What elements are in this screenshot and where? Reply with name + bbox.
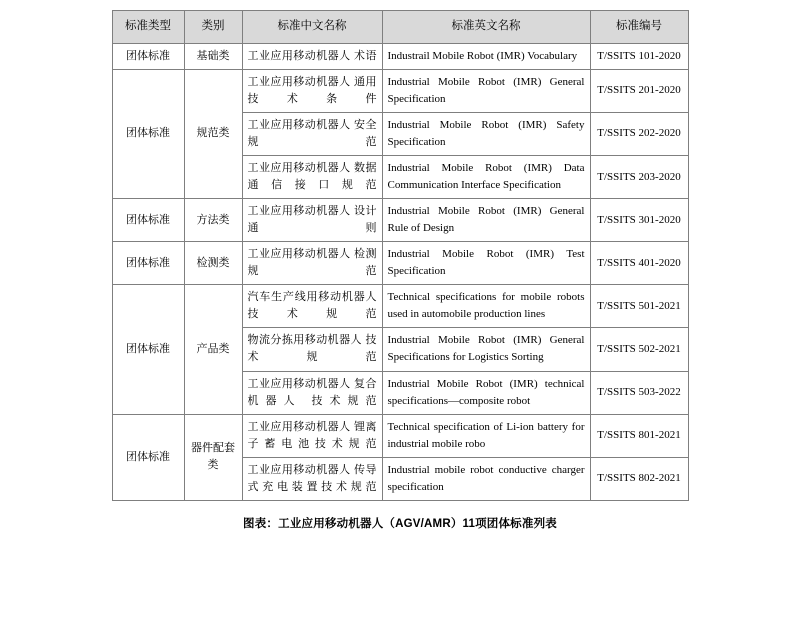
- cell-category: 检测类: [184, 242, 242, 285]
- table-row: [112, 242, 688, 285]
- table-row: [112, 199, 688, 242]
- table-row: [112, 414, 688, 457]
- cell-standard-type: 团体标准: [112, 285, 184, 414]
- cell-category: 规范类: [184, 69, 242, 198]
- cell-english-name: Technical specification of Li-ion battery for industrial mobile robo: [382, 414, 590, 457]
- cell-chinese-name: 工业应用移动机器人 传导式充电装置技术规范: [242, 457, 382, 500]
- cell-category: 器件配套类: [184, 414, 242, 500]
- cell-standard-code: T/SSITS 201-2020: [590, 69, 688, 112]
- cell-standard-code: T/SSITS 503-2022: [590, 371, 688, 414]
- cell-category: 方法类: [184, 199, 242, 242]
- cell-english-name: Industrial Mobile Robot (IMR) General Specification: [382, 69, 590, 112]
- cell-chinese-name: 工业应用移动机器人 安全规范: [242, 112, 382, 155]
- cell-chinese-name: 工业应用移动机器人 数据通信接口规范: [242, 156, 382, 199]
- cell-english-name: Industrial Mobile Robot (IMR) technical specifications—composite robot: [382, 371, 590, 414]
- cell-standard-type: 团体标准: [112, 199, 184, 242]
- cell-english-name: Industrial mobile robot conductive charger specification: [382, 457, 590, 500]
- cell-chinese-name: 工业应用移动机器人 检测规范: [242, 242, 382, 285]
- column-header-type: 标准类型: [112, 11, 184, 44]
- column-header-category: 类别: [184, 11, 242, 44]
- cell-standard-type: 团体标准: [112, 43, 184, 69]
- cell-english-name: Industrial Mobile Robot (IMR) Test Specification: [382, 242, 590, 285]
- cell-chinese-name: 物流分拣用移动机器人 技术规范: [242, 328, 382, 371]
- cell-standard-code: T/SSITS 801-2021: [590, 414, 688, 457]
- cell-standard-type: 团体标准: [112, 242, 184, 285]
- column-header-chinese-name: 标准中文名称: [242, 11, 382, 44]
- table-header: [112, 11, 688, 44]
- cell-english-name: Industrial Mobile Robot (IMR) Safety Specification: [382, 112, 590, 155]
- cell-english-name: Industrial Mobile Robot (IMR) Data Communication Interface Specification: [382, 156, 590, 199]
- table-header-row: [112, 11, 688, 44]
- cell-category: 产品类: [184, 285, 242, 414]
- cell-english-name: Industrial Mobile Robot (IMR) General Specifications for Logistics Sorting: [382, 328, 590, 371]
- cell-chinese-name: 工业应用移动机器人 锂离子蓄电池技术规范: [242, 414, 382, 457]
- cell-chinese-name: 工业应用移动机器人 术语: [242, 43, 382, 69]
- table-row: [112, 43, 688, 69]
- column-header-english-name: 标准英文名称: [382, 11, 590, 44]
- cell-english-name: Industrail Mobile Robot (IMR) Vocabulary: [382, 43, 590, 69]
- cell-standard-code: T/SSITS 202-2020: [590, 112, 688, 155]
- cell-standard-type: 团体标准: [112, 414, 184, 500]
- cell-standard-type: 团体标准: [112, 69, 184, 198]
- cell-standard-code: T/SSITS 501-2021: [590, 285, 688, 328]
- figure-caption: 图表：工业应用移动机器人（AGV/AMR）11项团体标准列表: [243, 517, 557, 530]
- table-row: [112, 69, 688, 112]
- standards-table: [112, 10, 689, 501]
- cell-standard-code: T/SSITS 301-2020: [590, 199, 688, 242]
- table-body: [112, 43, 688, 500]
- cell-standard-code: T/SSITS 203-2020: [590, 156, 688, 199]
- table-row: [112, 285, 688, 328]
- cell-chinese-name: 工业应用移动机器人 设计通则: [242, 199, 382, 242]
- cell-chinese-name: 工业应用移动机器人 通用技术条件: [242, 69, 382, 112]
- cell-category: 基础类: [184, 43, 242, 69]
- cell-standard-code: T/SSITS 401-2020: [590, 242, 688, 285]
- cell-chinese-name: 汽车生产线用移动机器人技术规范: [242, 285, 382, 328]
- cell-standard-code: T/SSITS 101-2020: [590, 43, 688, 69]
- column-header-code: 标准编号: [590, 11, 688, 44]
- cell-standard-code: T/SSITS 502-2021: [590, 328, 688, 371]
- cell-chinese-name: 工业应用移动机器人 复合机器人 技术规范: [242, 371, 382, 414]
- cell-english-name: Technical specifications for mobile robots used in automobile production lines: [382, 285, 590, 328]
- cell-standard-code: T/SSITS 802-2021: [590, 457, 688, 500]
- cell-english-name: Industrial Mobile Robot (IMR) General Rule of Design: [382, 199, 590, 242]
